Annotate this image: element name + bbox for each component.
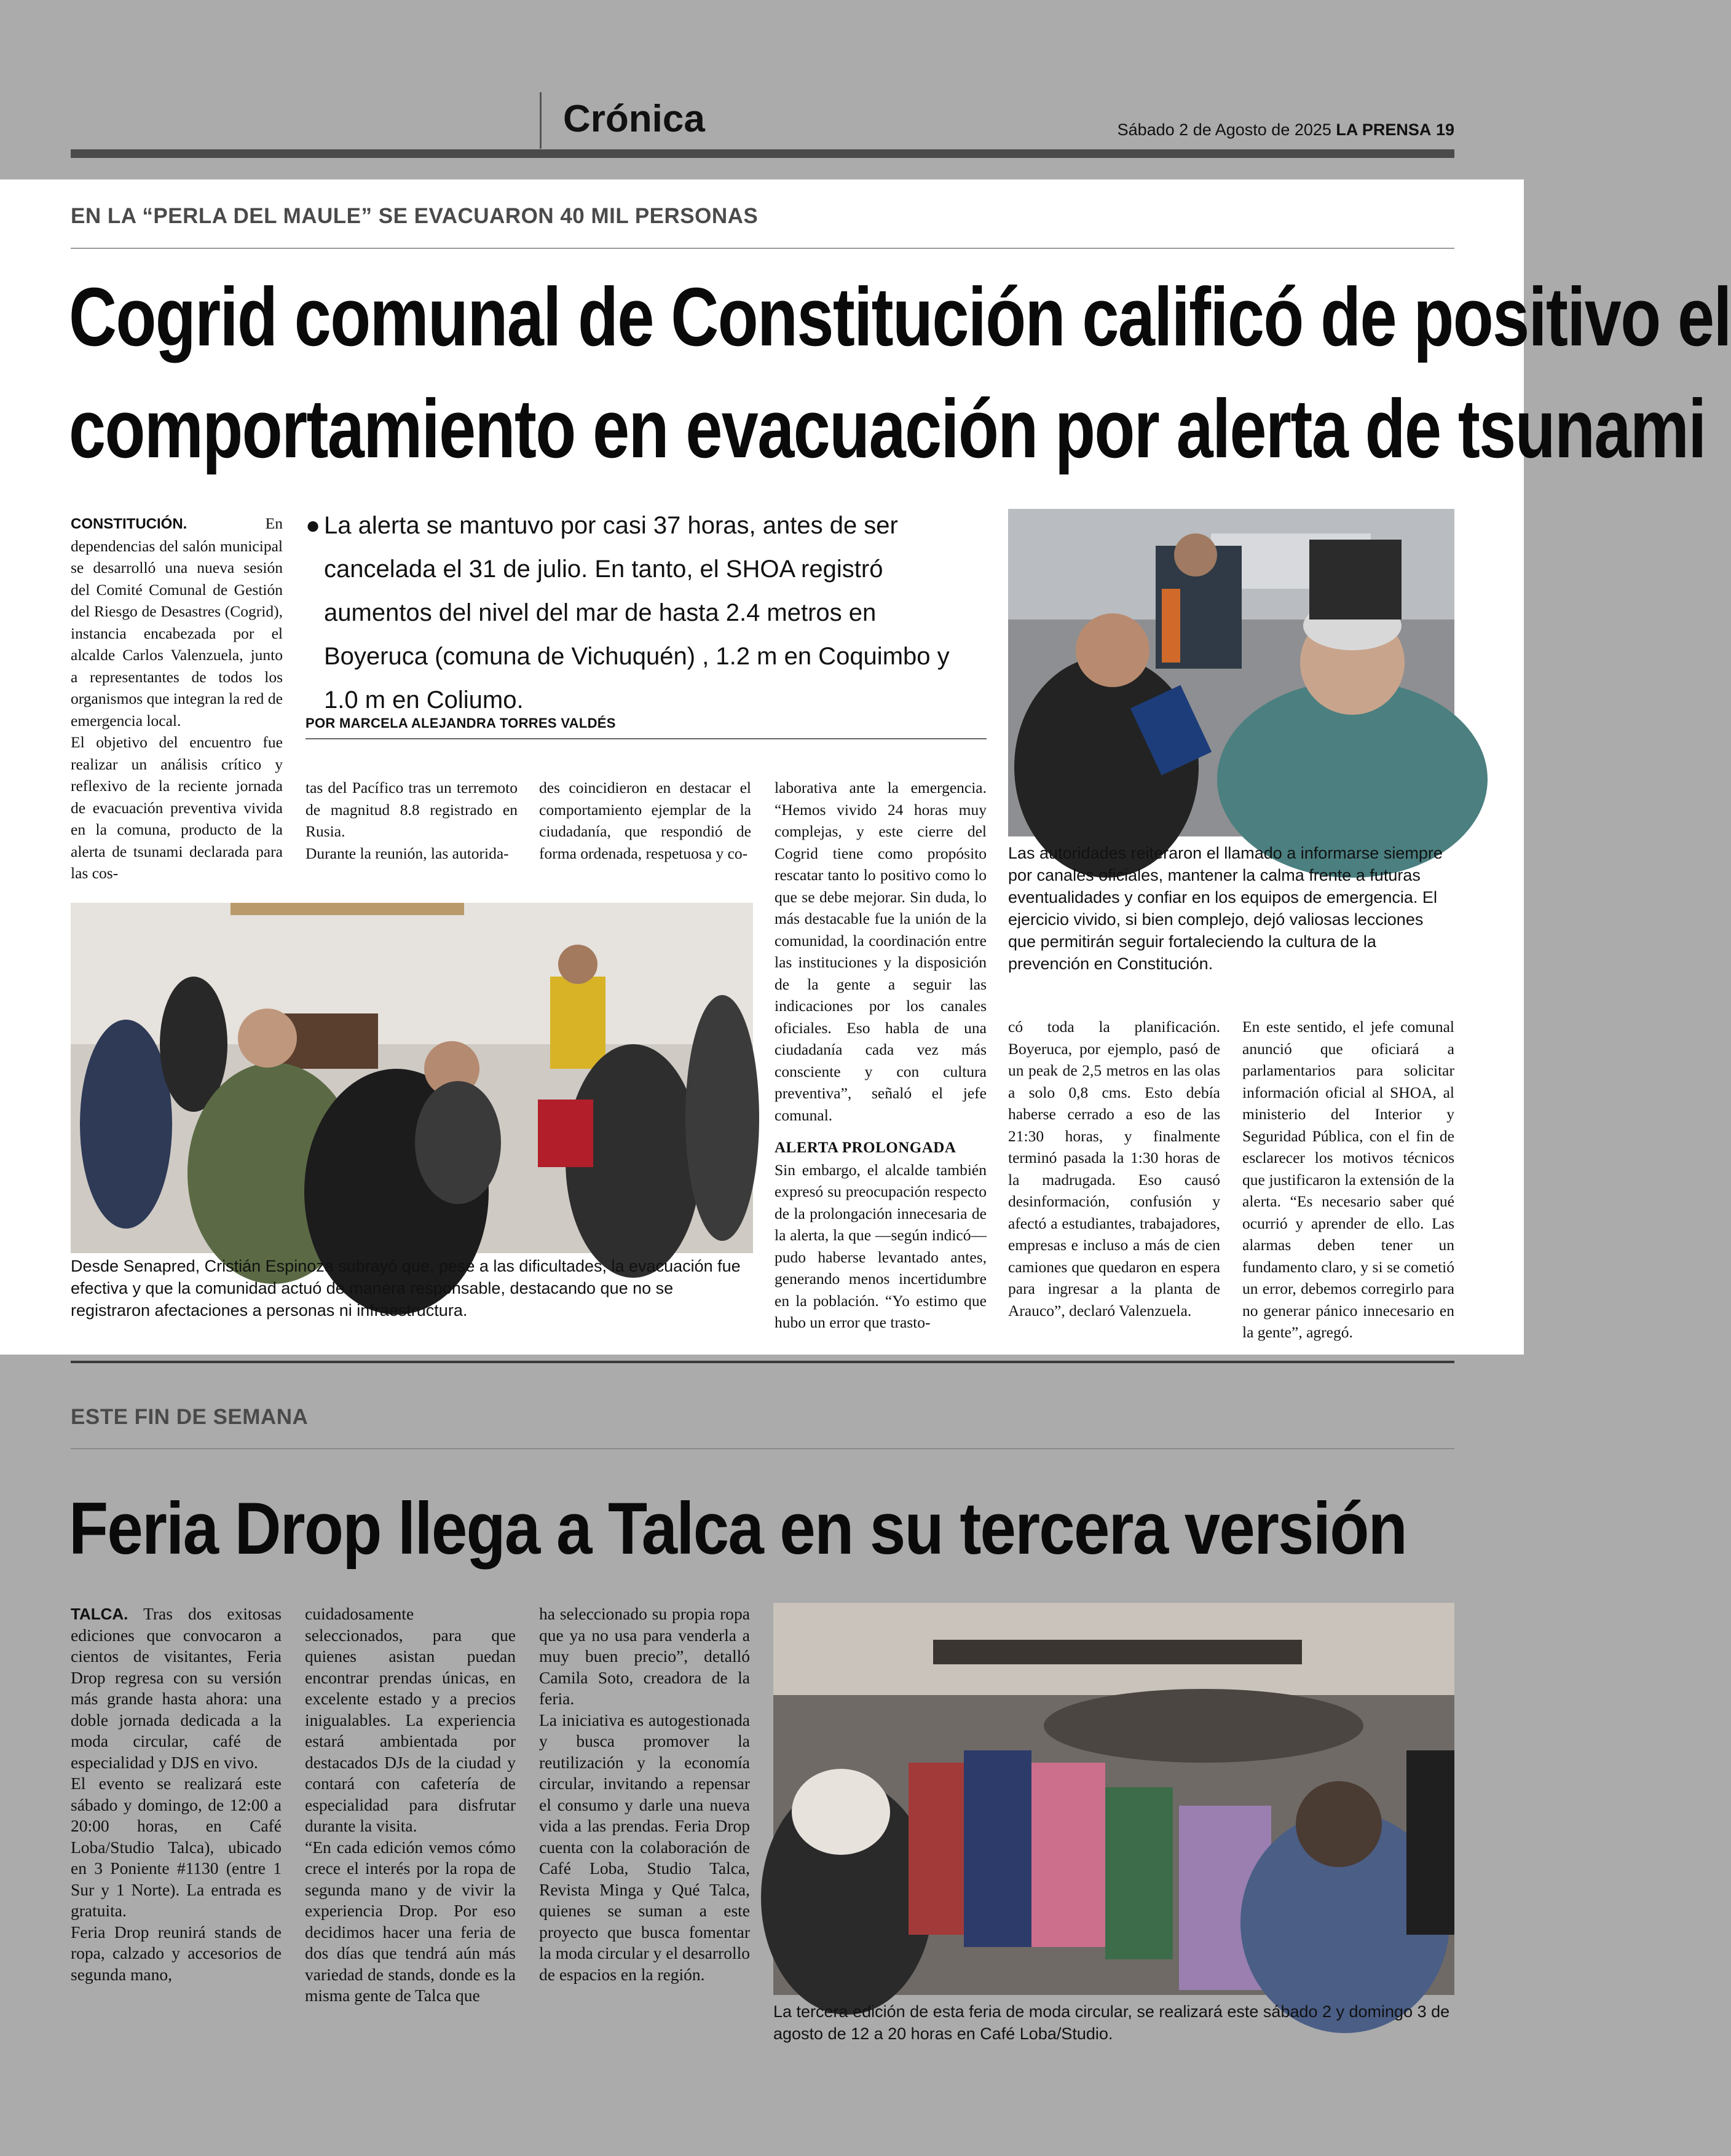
page-number: 19 <box>1435 120 1454 139</box>
header-divider <box>540 92 542 149</box>
deck-text: La alerta se mantuvo por casi 37 horas, antes de ser cancelada el 31 de julio. En tanto, el SHOA registró aumentos del nivel del mar de hasta 2.4 metros en Boyeruca (comuna de Vichuquén) , 1.2 m en Coquimbo y 1.0 m en Coliumo. <box>324 512 950 714</box>
paragraph: Tras dos exitosas ediciones que convocaron a cientos de visitantes, Feria Drop regresa con su versión más grande hasta ahora: una doble jornada dedicada a la moda circular, café de especialidad y DJS en vivo. <box>71 1604 282 1772</box>
paragraph: laborativa ante la emergencia. “Hemos vivido 24 horas muy complejas, y este cierre del Cogrid tiene como propósito rescatar tanto lo positivo como lo que se debe mejorar. Sin duda, lo más destacable fue la unión de la comunidad, la coordinación entre las instituciones y la disposición de la gente a seguir las indicaciones por los canales oficiales. Eso habla de una ciudadanía cada vez más consciente y con cultura preventiva”, señaló el jefe comunal. <box>775 779 987 1124</box>
paragraph: des coincidieron en destacar el comportamiento ejemplar de la ciudadanía, que respondió de forma ordenada, respetuosa y co- <box>539 779 751 862</box>
article1-headline-line1: Cogrid comunal de Constitución calificó de positivo el <box>69 270 1731 363</box>
bullet-icon: ● <box>306 512 321 539</box>
paragraph: El objetivo del encuentro fue realizar un análisis crítico y reflexivo de la reciente jornada de evacuación preventiva vivida en la comuna, producto de la alerta de tsunami declarada para las cos- <box>71 733 283 882</box>
kicker-rule <box>71 248 1454 249</box>
issue-date: Sábado 2 de Agosto de 2025 <box>1117 120 1331 139</box>
paragraph: ha seleccionado su propia ropa que ya no usa para venderla a muy buen precio”, detalló Camila Soto, creadora de la feria. <box>539 1604 750 1708</box>
article1-column-2 <box>306 777 518 864</box>
article2-column-2 <box>305 1603 516 2007</box>
dateline: TALCA. <box>71 1605 128 1623</box>
article1-headline-line2: comportamiento en evacuación por alerta de tsunami <box>69 382 1706 475</box>
photo-interview <box>1008 509 1454 836</box>
paragraph: Durante la reunión, las autorida- <box>306 844 509 862</box>
photo2-caption: Desde Senapred, Cristián Espinoza subrayó que, pese a las dificultades, la evacuación fue efectiva y que la comunidad actuó de manera responsable, destacando que no se registraron afectaciones a personas ni infraestructura. <box>71 1257 741 1320</box>
newspaper-name: LA PRENSA <box>1336 120 1432 139</box>
paragraph: cuidadosamente seleccionados, para que quienes asistan puedan encontrar prendas únicas, en excelente estado y a precios inigualables. La experiencia estará ambientada por destacados DJs de la ciudad y contará con cafetería de especialidad para disfrutar durante la visita. <box>305 1604 516 1835</box>
article1-column-3 <box>539 777 751 864</box>
photo3-caption: La tercera edición de esta feria de moda circular, se realizará este sábado 2 y domingo 3 de agosto de 12 a 20 horas en Café Loba/Studio. <box>773 2002 1450 2043</box>
dateline: CONSTITUCIÓN. <box>71 516 187 532</box>
article1-column-1 <box>71 513 283 884</box>
paragraph: La iniciativa es autogestionada y busca promover la reutilización y la economía circular, invitando a repensar el consumo y darle una nueva vida a las prendas. Feria Drop cuenta con la colaboración de Café Loba, Studio Talca, Revista Minga y Qué Talca, quienes se suman a este proyecto que busca fomentar la moda circular y el desarrollo de espacios en la región. <box>539 1710 750 1984</box>
article1-column-6 <box>1242 1016 1454 1344</box>
section-title: Crónica <box>563 98 705 140</box>
paragraph: Feria Drop reunirá stands de ropa, calzado y accesorios de segunda mano, <box>71 1922 282 1984</box>
photo1-caption: Las autoridades reiteraron el llamado a informarse siempre por canales oficiales, mantener la calma frente a futuras eventualidades y confiar en los equipos de emergencia. El ejercicio vivido, si bien complejo, dejó valiosas lecciones que permitirán seguir fortaleciendo la cultura de la prevención en Constitución. <box>1008 844 1443 973</box>
subhead: ALERTA PROLONGADA <box>775 1139 956 1156</box>
issue-info <box>1118 120 1454 140</box>
article2-kicker: ESTE FIN DE SEMANA <box>71 1405 309 1429</box>
paragraph: En dependencias del salón municipal se desarrolló una nueva sesión del Comité Comunal de Gestión del Riesgo de Desastres (Cogrid), instancia encabezada por el alcalde Carlos Valenzuela, junto a representantes de todos los organismos que integran la red de emergencia local. <box>71 514 283 730</box>
article2-headline: Feria Drop llega a Talca en su tercera versión <box>69 1487 1407 1570</box>
byline-rule <box>306 738 987 739</box>
article1-deck <box>306 504 987 722</box>
paragraph: có toda la planificación. Boyeruca, por ejemplo, pasó de un peak de 2,5 metros en las olas a solo 0,8 cms. Esto debía haberse cerrado a eso de las 21:30 horas, y finalmente terminó pasada la 1:30 horas de la madrugada. Eso causó desinformación, confusión y afectó a estudiantes, trabajadores, empresas e incluso a más de cien camiones que quedaron en espera para ingresar a la planta de Arauco”, declaró Valenzuela. <box>1008 1018 1220 1320</box>
paragraph: El evento se realizará este sábado y domingo, de 12:00 a 20:00 horas, en Café Loba/Studio Talca), ubicado en 3 Poniente #1130 (entre 1 Sur y 1 Norte). La entrada es gratuita. <box>71 1774 282 1920</box>
photo-meeting <box>71 903 753 1253</box>
article1-column-5 <box>1008 1016 1220 1321</box>
article1-column-4 <box>775 777 987 1334</box>
article-separator <box>71 1361 1454 1363</box>
paragraph: tas del Pacífico tras un terremoto de magnitud 8.8 registrado en Rusia. <box>306 779 518 840</box>
article2-column-3 <box>539 1603 750 1985</box>
paragraph: “En cada edición vemos cómo crece el interés por la ropa de segunda mano y de vivir la experiencia Drop. Por eso decidimos hacer una feria de dos días que tendrá aún más variedad de stands, donde es la misma gente de Talca que <box>305 1837 516 2005</box>
byline: POR MARCELA ALEJANDRA TORRES VALDÉS <box>306 715 616 731</box>
paragraph: En este sentido, el jefe comunal anunció que oficiará a parlamentarios para solicitar información oficial al SHOA, al ministerio del Interior y Seguridad Pública, con el fin de esclarecer los motivos técnicos que justificaron la extensión de la alerta. “Es necesario saber qué ocurrió y aprender de ello. Las alarmas deben tener un fundamento claro, y si se cometió un error, debemos corregirlo para no generar pánico innecesario en la gente”, agregó. <box>1242 1018 1454 1341</box>
header-rule <box>71 149 1454 158</box>
kicker-rule <box>71 1448 1454 1449</box>
article2-column-1 <box>71 1603 282 1985</box>
article1-kicker: EN LA “PERLA DEL MAULE” SE EVACUARON 40 MIL PERSONAS <box>71 204 759 228</box>
photo-feria <box>773 1603 1454 1995</box>
paragraph: Sin embargo, el alcalde también expresó su preocupación respecto de la prolongación innecesaria de la alerta, la que —según indicó— pudo haberse levantado antes, generando menos incertidumbre en la población. “Yo estimo que hubo un error que trasto- <box>775 1160 987 1331</box>
